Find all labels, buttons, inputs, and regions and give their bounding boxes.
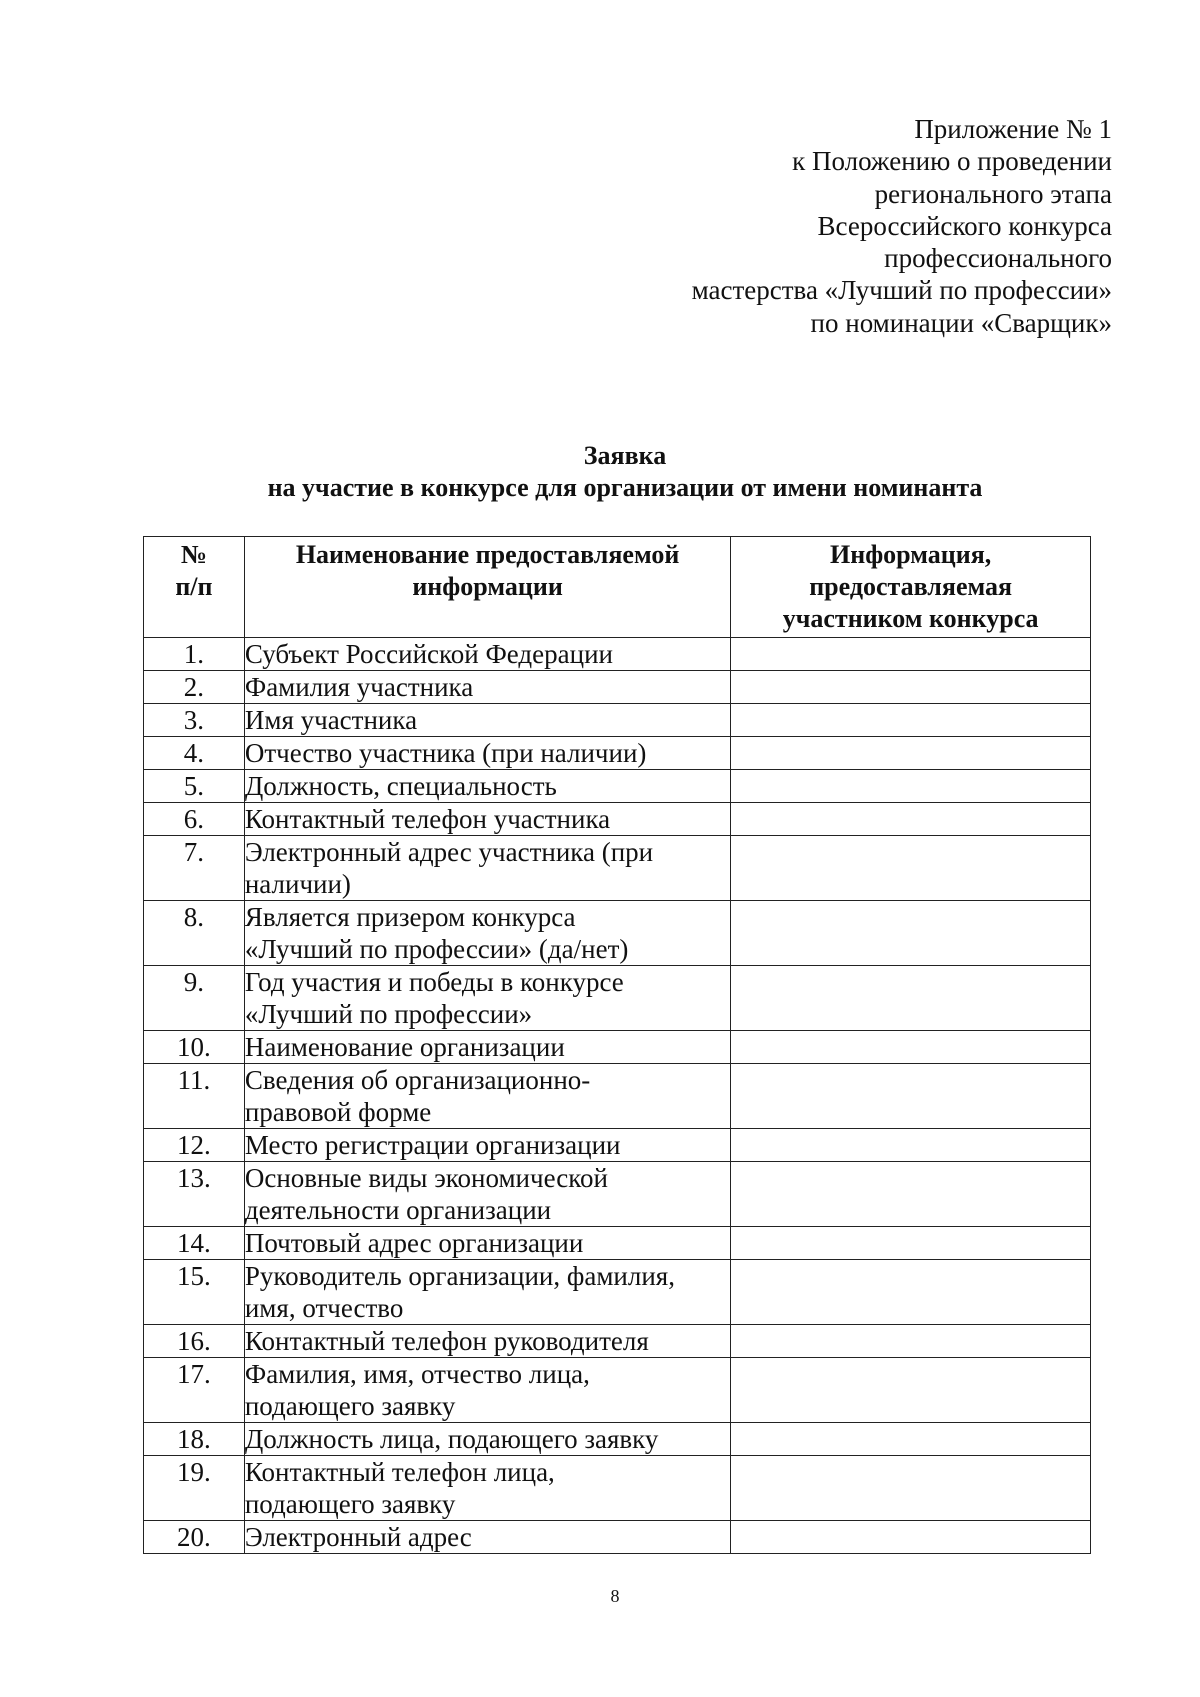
header-num-line: №	[180, 540, 207, 569]
row-field-name	[244, 671, 730, 704]
row-field-name	[244, 638, 730, 671]
row-field-name-line: Почтовый адрес организации	[244, 1228, 584, 1258]
row-info-field[interactable]	[731, 1162, 1091, 1227]
header-name-line: информации	[412, 572, 563, 601]
row-field-name	[244, 704, 730, 737]
page-number: 8	[610, 1586, 620, 1606]
application-form-table	[143, 536, 1091, 1554]
row-info-field[interactable]	[731, 836, 1091, 901]
row-info-field[interactable]	[731, 1325, 1091, 1358]
table-row	[144, 901, 1091, 966]
row-number: 18.	[144, 1423, 245, 1456]
title-line-2: на участие в конкурсе для организации от имени номинанта	[267, 473, 983, 502]
row-field-name-line: Отчество участника (при наличии)	[244, 738, 647, 768]
row-field-name-line: Электронный адрес участника (при	[244, 837, 654, 867]
row-field-name-line: Контактный телефон руководителя	[244, 1326, 649, 1356]
row-field-name	[244, 1456, 730, 1521]
table-row	[144, 638, 1091, 671]
table-row	[144, 1162, 1091, 1227]
row-field-name-line: Субъект Российской Федерации	[244, 639, 613, 669]
row-field-name	[244, 1064, 730, 1129]
row-info-field[interactable]	[731, 1521, 1091, 1554]
row-field-name	[244, 901, 730, 966]
table-row	[144, 704, 1091, 737]
row-field-name-line: Является призером конкурса	[244, 902, 576, 932]
row-number: 20.	[144, 1521, 245, 1554]
row-info-field[interactable]	[731, 966, 1091, 1031]
row-info-field[interactable]	[731, 638, 1091, 671]
table-row	[144, 671, 1091, 704]
appendix-line: мастерства «Лучший по профессии»	[691, 275, 1112, 306]
row-field-name	[244, 1031, 730, 1064]
row-field-name	[244, 1423, 730, 1456]
row-info-field[interactable]	[731, 901, 1091, 966]
table-row	[144, 1031, 1091, 1064]
row-field-name	[244, 1358, 730, 1423]
row-number: 14.	[144, 1227, 245, 1260]
row-number: 15.	[144, 1260, 245, 1325]
document-title	[0, 440, 1200, 504]
row-number: 19.	[144, 1456, 245, 1521]
table-row	[144, 836, 1091, 901]
row-field-name-line: наличии)	[244, 869, 351, 899]
row-field-name-line: правовой форме	[244, 1097, 432, 1127]
row-field-name-line: «Лучший по профессии» (да/нет)	[244, 934, 629, 964]
table-row	[144, 737, 1091, 770]
header-info-line: участником конкурса	[782, 604, 1039, 633]
row-field-name	[244, 770, 730, 803]
table-row	[144, 1227, 1091, 1260]
row-info-field[interactable]	[731, 704, 1091, 737]
appendix-line: Приложение № 1	[914, 114, 1112, 144]
row-field-name	[244, 1325, 730, 1358]
row-field-name	[244, 737, 730, 770]
row-field-name-line: Контактный телефон лица,	[244, 1457, 555, 1487]
row-info-field[interactable]	[731, 671, 1091, 704]
row-number: 13.	[144, 1162, 245, 1227]
row-number: 9.	[144, 966, 245, 1031]
row-number: 16.	[144, 1325, 245, 1358]
row-number: 17.	[144, 1358, 245, 1423]
row-number: 7.	[144, 836, 245, 901]
row-field-name-line: Сведения об организационно-	[244, 1065, 591, 1095]
row-field-name	[244, 1162, 730, 1227]
row-info-field[interactable]	[731, 737, 1091, 770]
row-field-name-line: подающего заявку	[244, 1391, 456, 1421]
row-field-name-line: подающего заявку	[244, 1489, 456, 1519]
row-field-name-line: Электронный адрес	[244, 1522, 472, 1552]
row-field-name-line: Год участия и победы в конкурсе	[244, 967, 624, 997]
row-number: 4.	[144, 737, 245, 770]
row-number: 3.	[144, 704, 245, 737]
row-field-name-line: Контактный телефон участника	[244, 804, 611, 834]
row-field-name-line: Основные виды экономической	[244, 1163, 608, 1193]
row-field-name-line: Наименование организации	[244, 1032, 565, 1062]
table-body	[144, 638, 1091, 1554]
header-name-line: Наименование предоставляемой	[295, 540, 680, 569]
row-info-field[interactable]	[731, 1456, 1091, 1521]
title-line-1: Заявка	[583, 441, 667, 470]
table-row	[144, 1129, 1091, 1162]
appendix-line: Всероссийского конкурса	[817, 210, 1112, 241]
table-row	[144, 1260, 1091, 1325]
row-info-field[interactable]	[731, 1423, 1091, 1456]
row-info-field[interactable]	[731, 1358, 1091, 1423]
header-num-line: п/п	[175, 572, 213, 601]
row-number: 11.	[144, 1064, 245, 1129]
row-field-name	[244, 1260, 730, 1325]
row-number: 5.	[144, 770, 245, 803]
row-field-name-line: деятельности организации	[244, 1195, 552, 1225]
row-field-name-line: Место регистрации организации	[244, 1130, 621, 1160]
row-field-name-line: Фамилия, имя, отчество лица,	[244, 1359, 590, 1389]
table-row	[144, 803, 1091, 836]
row-info-field[interactable]	[731, 1260, 1091, 1325]
row-field-name	[244, 836, 730, 901]
appendix-line: к Положению о проведении	[792, 146, 1112, 177]
table-row	[144, 1358, 1091, 1423]
row-info-field[interactable]	[731, 803, 1091, 836]
row-field-name-line: Руководитель организации, фамилия,	[244, 1261, 675, 1291]
table-row	[144, 966, 1091, 1031]
header-num	[144, 537, 245, 638]
table-row	[144, 1521, 1091, 1554]
table-row	[144, 1325, 1091, 1358]
table-header-row	[144, 537, 1091, 638]
header-info-line: предоставляемая	[809, 572, 1013, 601]
row-field-name-line: Должность, специальность	[244, 771, 557, 801]
row-field-name	[244, 1227, 730, 1260]
appendix-line: регионального этапа	[874, 178, 1112, 209]
row-info-field[interactable]	[731, 1031, 1091, 1064]
table-row	[144, 1064, 1091, 1129]
row-number: 8.	[144, 901, 245, 966]
row-info-field[interactable]	[731, 770, 1091, 803]
row-number: 12.	[144, 1129, 245, 1162]
appendix-header	[552, 113, 1112, 339]
table-row	[144, 1456, 1091, 1521]
table-row	[144, 770, 1091, 803]
row-info-field[interactable]	[731, 1129, 1091, 1162]
table-row	[144, 1423, 1091, 1456]
appendix-line: профессионального	[884, 243, 1112, 274]
row-number: 10.	[144, 1031, 245, 1064]
row-info-field[interactable]	[731, 1227, 1091, 1260]
row-field-name-line: Имя участника	[244, 705, 418, 735]
header-info	[731, 537, 1091, 638]
row-number: 2.	[144, 671, 245, 704]
row-field-name	[244, 803, 730, 836]
row-field-name	[244, 1129, 730, 1162]
row-field-name	[244, 966, 730, 1031]
row-number: 6.	[144, 803, 245, 836]
row-field-name-line: Фамилия участника	[244, 672, 474, 702]
header-info-line: Информация,	[829, 540, 992, 569]
header-name	[244, 537, 730, 638]
appendix-line: по номинации «Сварщик»	[810, 307, 1112, 338]
row-field-name	[244, 1521, 730, 1554]
row-field-name-line: имя, отчество	[244, 1293, 404, 1323]
row-field-name-line: Должность лица, подающего заявку	[244, 1424, 659, 1454]
row-number: 1.	[144, 638, 245, 671]
row-info-field[interactable]	[731, 1064, 1091, 1129]
row-field-name-line: «Лучший по профессии»	[244, 999, 533, 1029]
